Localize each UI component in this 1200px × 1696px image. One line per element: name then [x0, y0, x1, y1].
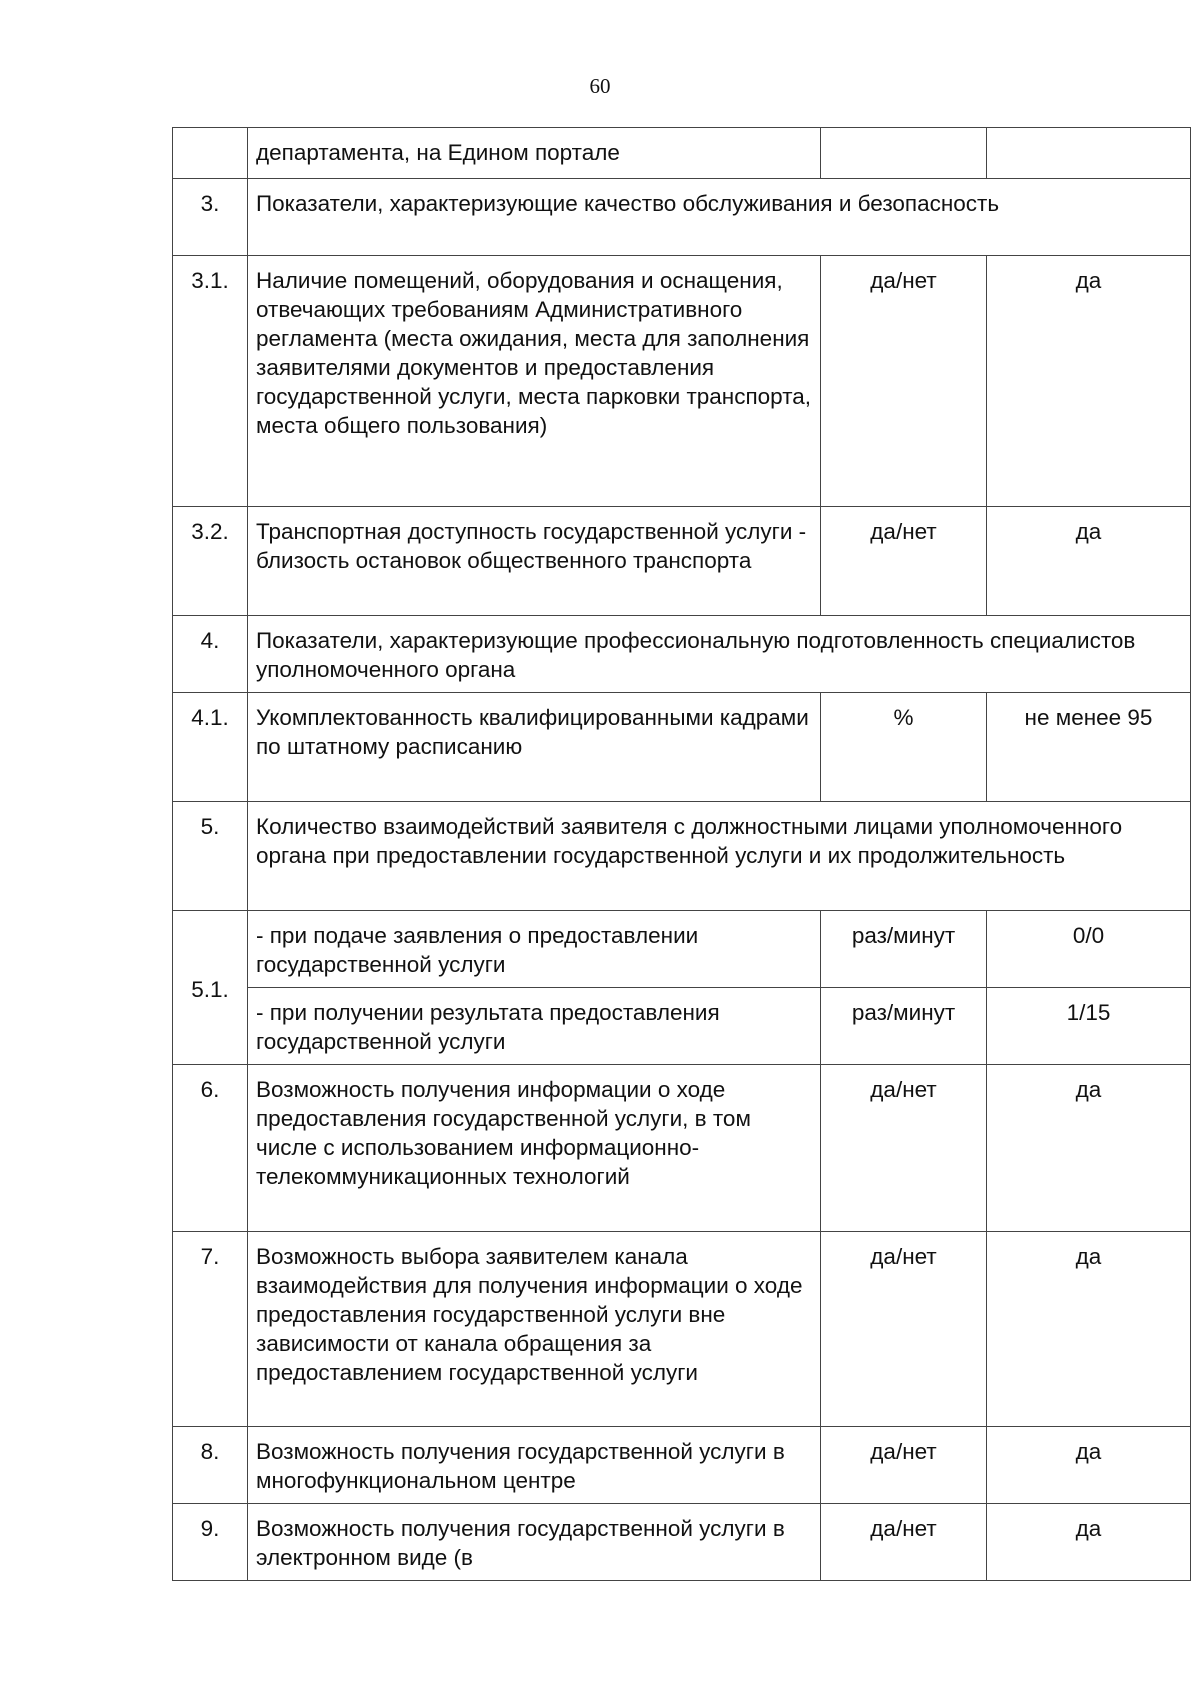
unit-cell: да/нет: [821, 1504, 987, 1581]
indicator-name: Транспортная доступность государственной услуги - близость остановок общественного транспорта: [248, 507, 821, 616]
indicators-table: [172, 127, 1191, 1581]
value-cell: да: [987, 1065, 1191, 1232]
section-row: [173, 616, 1191, 693]
unit-cell: %: [821, 693, 987, 802]
unit-cell: [821, 128, 987, 179]
unit-cell: да/нет: [821, 507, 987, 616]
value-cell: 0/0: [987, 911, 1191, 988]
row-number: 6.: [173, 1065, 248, 1232]
value-cell: да: [987, 1232, 1191, 1427]
value-cell: да: [987, 1504, 1191, 1581]
row-number: 7.: [173, 1232, 248, 1427]
value-cell: да: [987, 1427, 1191, 1504]
section-heading: Показатели, характеризующие качество обслуживания и безопасность: [248, 179, 1191, 256]
unit-cell: да/нет: [821, 1427, 987, 1504]
table-row: [173, 988, 1191, 1065]
indicator-name: Возможность получения государственной услуги в электронном виде (в: [248, 1504, 821, 1581]
table-row: [173, 507, 1191, 616]
row-number: 3.2.: [173, 507, 248, 616]
row-number: 3.: [173, 179, 248, 256]
value-cell: да: [987, 256, 1191, 507]
indicator-name: Наличие помещений, оборудования и оснащения, отвечающих требованиям Административного регламента (места ожидания, места для заполнения заявителями документов и предоставления государственной услуги, места парковки транспорта, места общего пользования): [248, 256, 821, 507]
unit-cell: да/нет: [821, 1232, 987, 1427]
row-number: 4.1.: [173, 693, 248, 802]
row-number: 8.: [173, 1427, 248, 1504]
indicator-name: - при получении результата предоставления государственной услуги: [248, 988, 821, 1065]
row-number: 5.: [173, 802, 248, 911]
row-number: 5.1.: [173, 911, 248, 1065]
indicator-name: - при подаче заявления о предоставлении государственной услуги: [248, 911, 821, 988]
table-row: [173, 256, 1191, 507]
table-row: [173, 128, 1191, 179]
value-cell: не менее 95: [987, 693, 1191, 802]
table-row: [173, 1232, 1191, 1427]
unit-cell: раз/минут: [821, 988, 987, 1065]
value-cell: [987, 128, 1191, 179]
indicator-name: Возможность выбора заявителем канала взаимодействия для получения информации о ходе предоставления государственной услуги вне зависимости от канала обращения за предоставлением государственной услуги: [248, 1232, 821, 1427]
indicator-name: Укомплектованность квалифицированными кадрами по штатному расписанию: [248, 693, 821, 802]
row-number: 3.1.: [173, 256, 248, 507]
indicator-name: Возможность получения государственной услуги в многофункциональном центре: [248, 1427, 821, 1504]
section-heading: Показатели, характеризующие профессиональную подготовленность специалистов уполномоченного органа: [248, 616, 1191, 693]
unit-cell: раз/минут: [821, 911, 987, 988]
page-number: 60: [589, 74, 611, 98]
indicator-name: департамента, на Едином портале: [248, 128, 821, 179]
unit-cell: да/нет: [821, 256, 987, 507]
section-row: [173, 179, 1191, 256]
table-row: [173, 911, 1191, 988]
table-row: [173, 1504, 1191, 1581]
row-number: 9.: [173, 1504, 248, 1581]
table-row: [173, 693, 1191, 802]
section-row: [173, 802, 1191, 911]
unit-cell: да/нет: [821, 1065, 987, 1232]
table-row: [173, 1427, 1191, 1504]
value-cell: 1/15: [987, 988, 1191, 1065]
section-heading: Количество взаимодействий заявителя с должностными лицами уполномоченного органа при предоставлении государственной услуги и их продолжительность: [248, 802, 1191, 911]
table-row: [173, 1065, 1191, 1232]
indicator-name: Возможность получения информации о ходе предоставления государственной услуги, в том числе с использованием информационно-телекоммуникационных технологий: [248, 1065, 821, 1232]
value-cell: да: [987, 507, 1191, 616]
row-number: 4.: [173, 616, 248, 693]
row-number: [173, 128, 248, 179]
